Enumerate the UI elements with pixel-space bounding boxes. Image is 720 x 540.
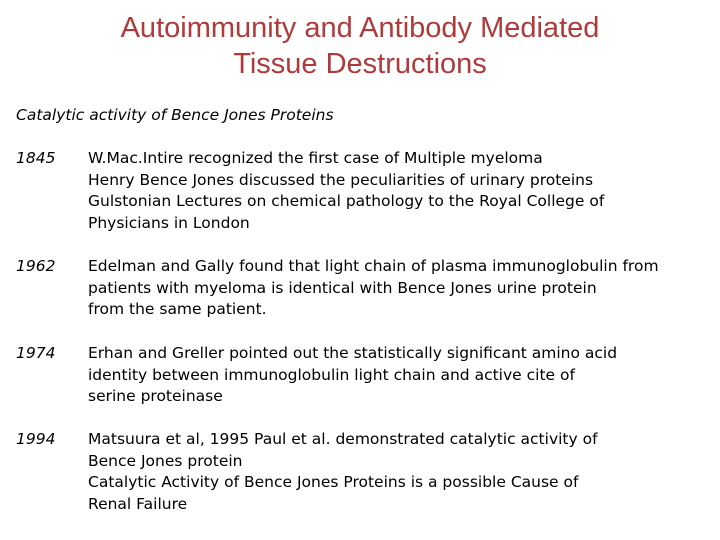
entry-line: identity between immunoglobulin light chain and active cite of — [88, 365, 575, 384]
entry-text — [88, 429, 598, 515]
entry-line: from the same patient. — [88, 300, 267, 318]
entry-text — [88, 148, 604, 234]
entry-line: Matsuura et al, 1995 Paul et al. demonstrated catalytic activity of — [88, 430, 598, 448]
entry-line: Physicians in London — [88, 213, 250, 232]
entry-line: Edelman and Gally found that light chain of plasma immunoglobulin from — [88, 257, 659, 275]
entry-year: 1974 — [16, 344, 56, 362]
entry-line: Renal Failure — [88, 494, 188, 513]
slide-title — [0, 10, 720, 82]
entry-line: Gulstonian Lectures on chemical pathology to the Royal College of — [88, 192, 605, 210]
title-line-1: Autoimmunity and Antibody Mediated — [120, 12, 600, 44]
entry-line: W.Mac.Intire recognized the first case of Multiple myeloma — [88, 149, 543, 167]
slide-subtitle: Catalytic activity of Bence Jones Proteins — [16, 106, 334, 124]
entry-year: 1845 — [16, 149, 56, 167]
entry-line: Catalytic Activity of Bence Jones Proteins is a possible Cause of — [88, 473, 579, 491]
entry-text — [88, 343, 617, 408]
entry-year: 1994 — [16, 430, 56, 448]
entry-line: patients with myeloma is identical with Bence Jones urine protein — [88, 278, 597, 297]
entry-text — [88, 256, 659, 321]
entry-line: Erhan and Greller pointed out the statistically significant amino acid — [88, 344, 618, 362]
entry-line: Bence Jones protein — [88, 451, 243, 470]
entry-year: 1962 — [16, 257, 56, 275]
entry-line: serine proteinase — [88, 387, 223, 405]
title-line-2: Tissue Destructions — [233, 48, 487, 80]
entry-line: Henry Bence Jones discussed the peculiarities of urinary proteins — [88, 170, 594, 189]
